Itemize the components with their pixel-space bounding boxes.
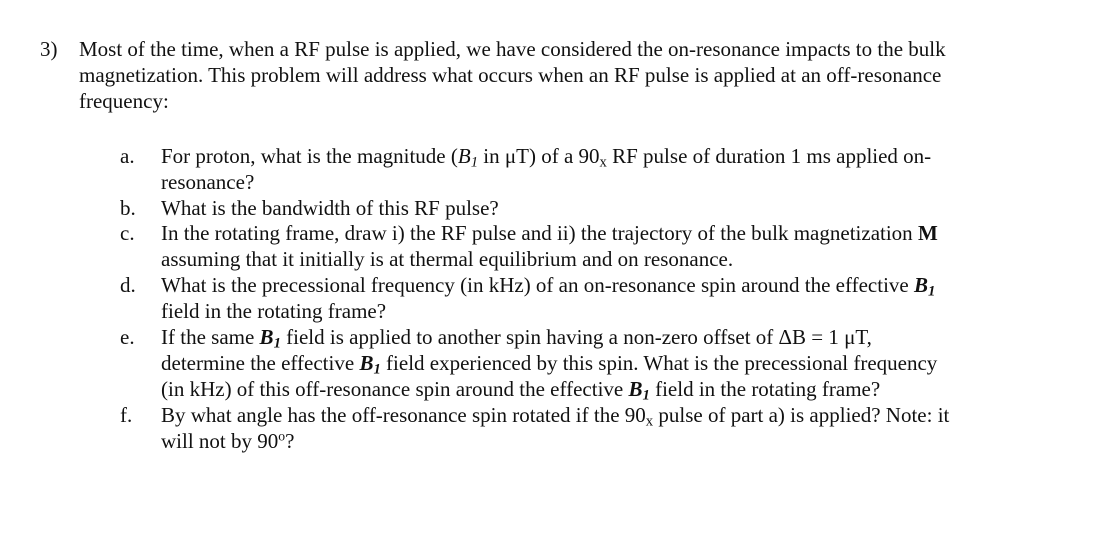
part-line: In the rotating frame, draw i) the RF pulse and ii) the trajectory of the bulk magnetization M (161, 221, 938, 245)
part-line: assuming that it initially is at thermal equilibrium and on resonance. (161, 247, 734, 271)
part-line: By what angle has the off-resonance spin rotated if the $90_x$ pulse of part a) is applied? Note: it (161, 403, 950, 430)
part-line: resonance? (161, 170, 255, 194)
part-letter: b. (120, 196, 136, 220)
intro-line: Most of the time, when a RF pulse is applied, we have considered the on-resonance impacts to the bulk (79, 37, 946, 61)
part-text (161, 402, 1081, 454)
problem-number: 3) (40, 37, 58, 61)
part-text (161, 143, 1081, 195)
part-line: If the same $B_1$ field is applied to another spin having a non-zero offset of ΔB = 1 μT, (161, 325, 872, 352)
intro-line: magnetization. This problem will address what occurs when an RF pulse is applied at an off-resonance (79, 63, 942, 87)
part-line: will not by 90$^o$? (161, 428, 295, 453)
part-line: (in kHz) of this off-resonance spin around the effective $B_1$ field in the rotating frame? (161, 377, 881, 404)
part-line: determine the effective $B_1$ field experienced by this spin. What is the precessional frequency (161, 351, 938, 378)
part-text (161, 220, 1081, 272)
part-line: For proton, what is the magnitude ($B_1$ in μT) of a $90_x$ RF pulse of duration 1 ms applied on- (161, 144, 932, 171)
part-line: What is the precessional frequency (in kHz) of an on-resonance spin around the effective $B_1$ (161, 273, 936, 300)
part-letter: a. (120, 144, 135, 168)
part-line: What is the bandwidth of this RF pulse? (161, 196, 499, 220)
part-letter: d. (120, 273, 136, 297)
part-letter: f. (120, 403, 133, 427)
part-text (161, 195, 1081, 221)
part-text (161, 324, 1081, 402)
problem-intro (79, 36, 1079, 114)
part-line: field in the rotating frame? (161, 299, 387, 323)
part-text (161, 272, 1081, 324)
part-letter: c. (120, 221, 135, 245)
part-letter: e. (120, 325, 135, 349)
intro-line: frequency: (79, 89, 169, 113)
